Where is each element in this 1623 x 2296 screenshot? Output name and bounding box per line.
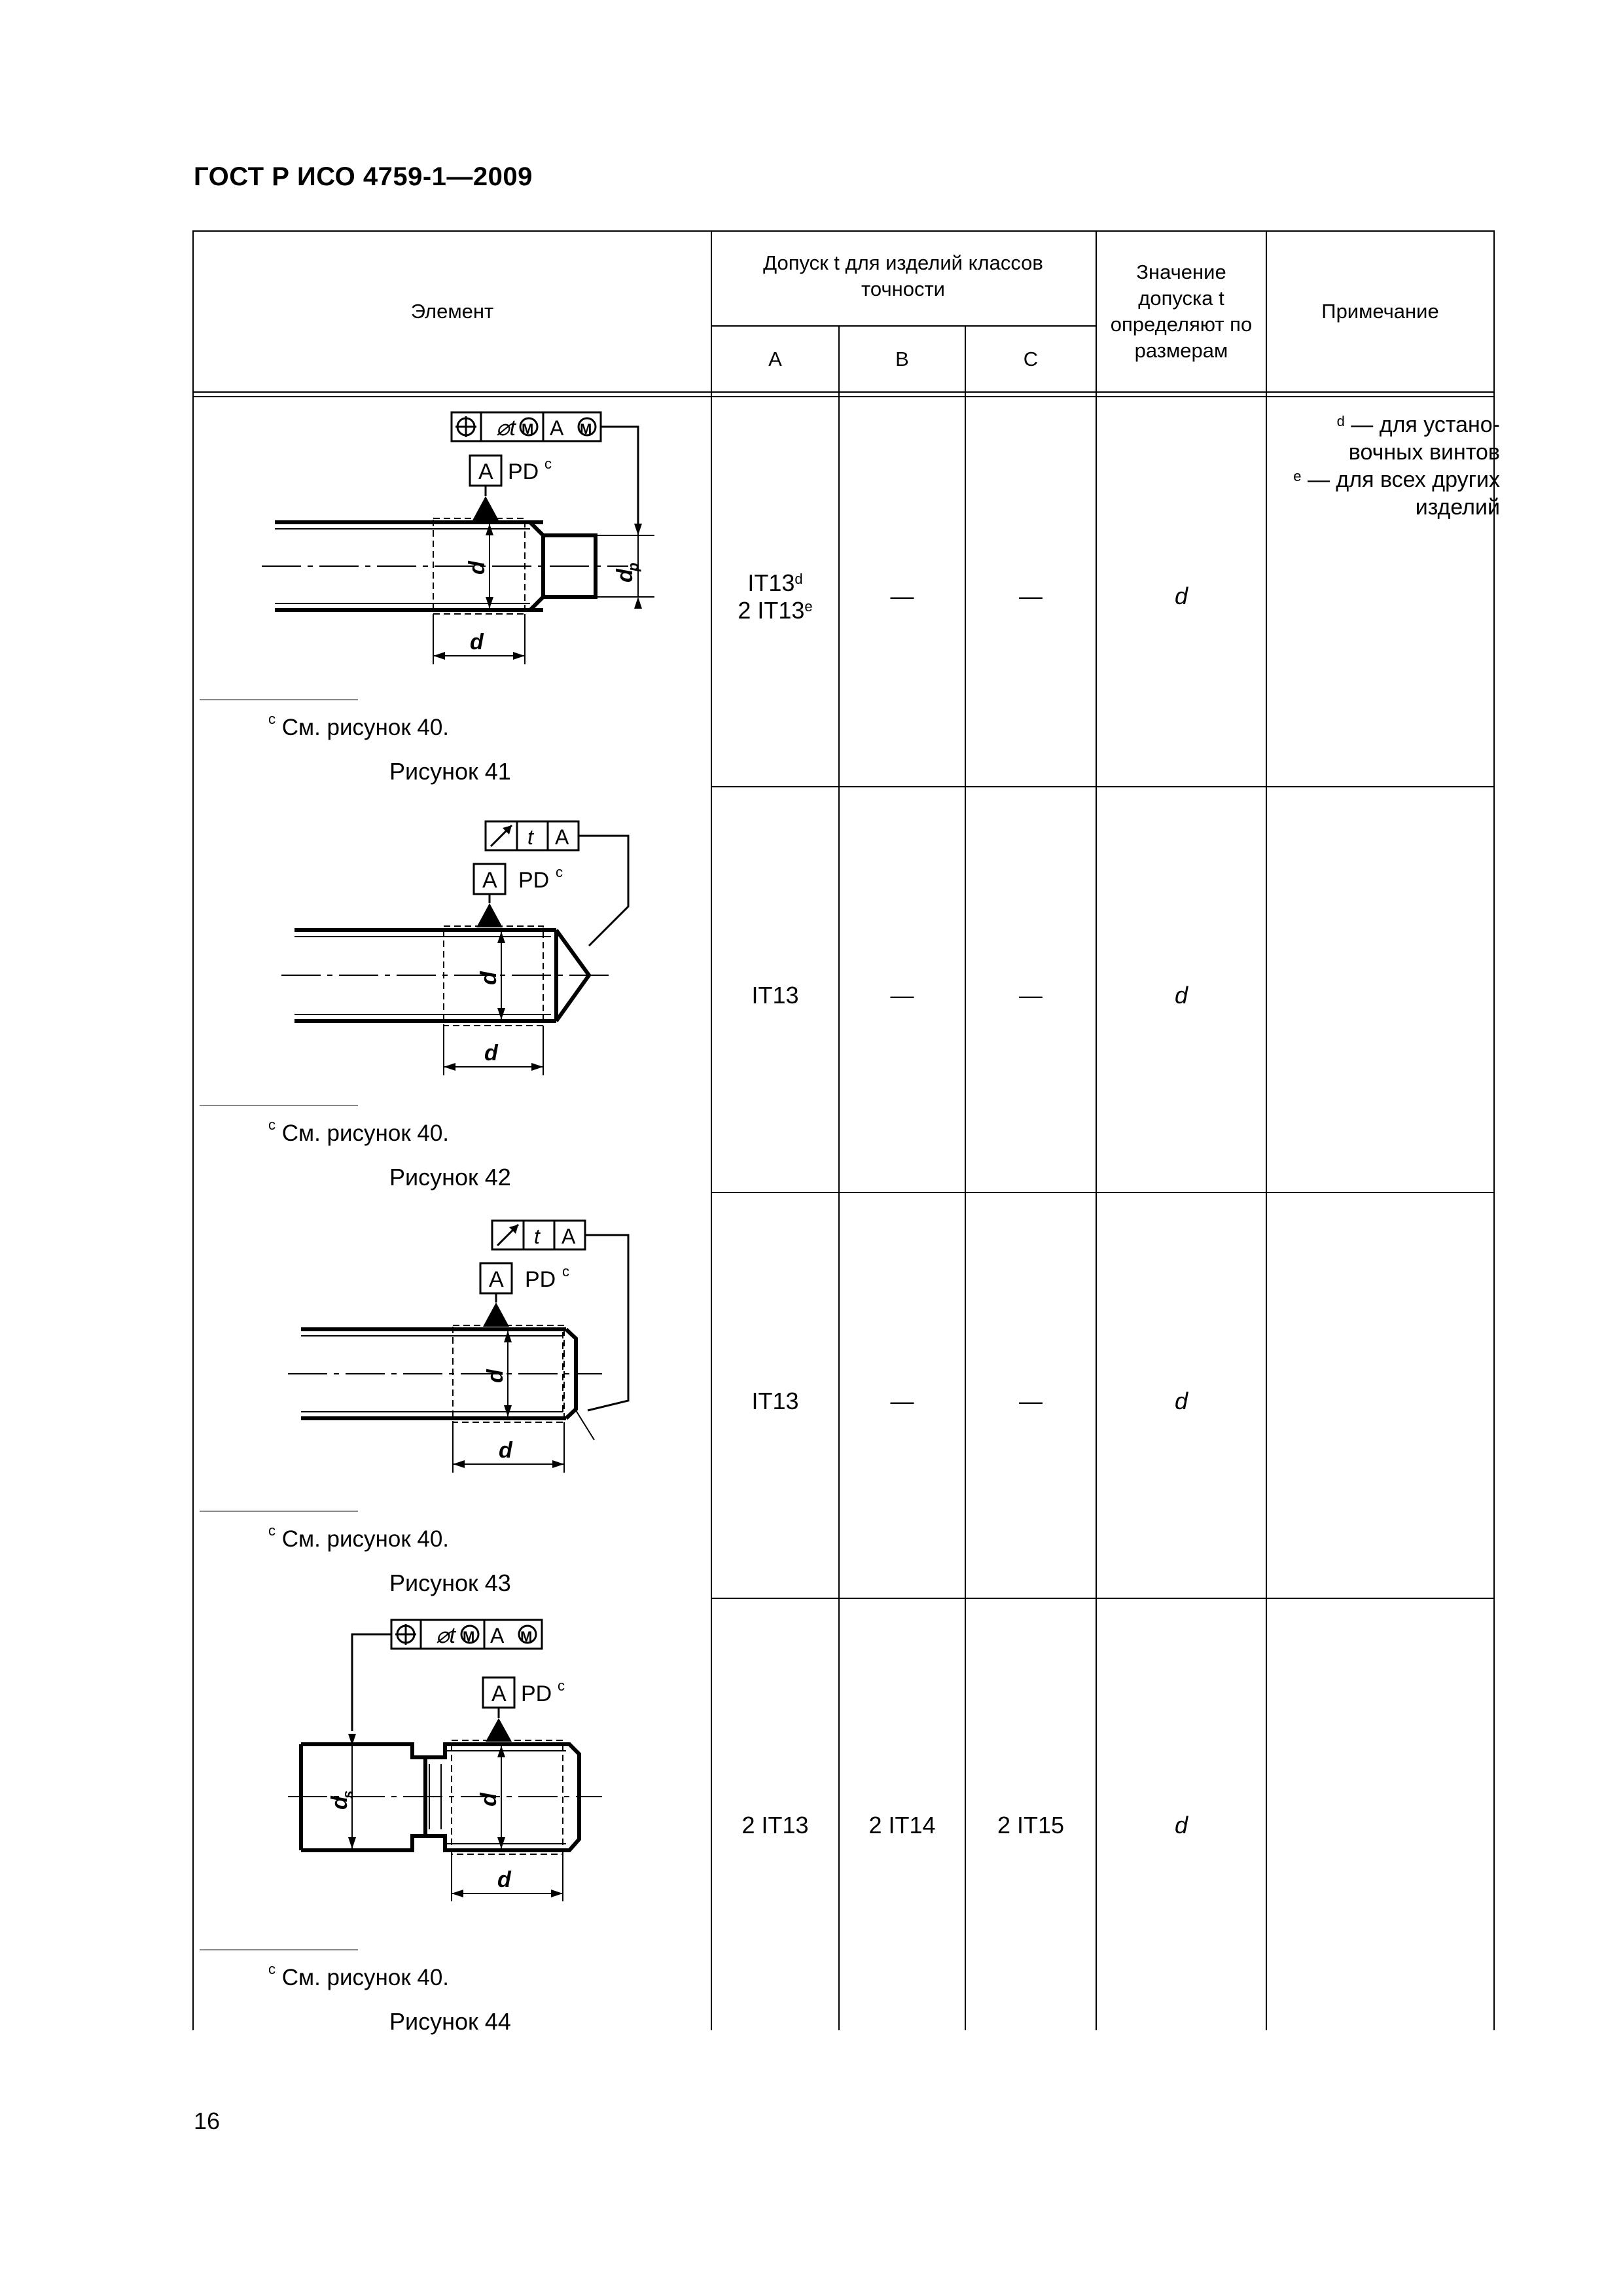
page-number: 16 [194, 2108, 221, 2134]
footnote-row-4: $^c$ См. рисунок 40. [268, 1961, 450, 1990]
figure-caption-41: Рисунок 41 [389, 758, 511, 785]
footnote-separator [200, 699, 358, 700]
row3-class-c: — [1019, 1388, 1043, 1414]
svg-text:M: M [580, 421, 592, 437]
header-element: Элемент [410, 300, 494, 323]
row4-class-c: 2 IT15 [997, 1812, 1065, 1839]
svg-text:d: d [484, 1041, 498, 1066]
figure-44-datum-label: A [491, 1681, 507, 1706]
figure-43-datum-label: A [489, 1267, 504, 1292]
row3-class-a: IT13 [751, 1388, 799, 1414]
row4-value: d [1174, 1812, 1188, 1839]
footnote-separator [200, 1949, 358, 1950]
header-class-a: A [768, 347, 782, 370]
row4-class-a: 2 IT13 [741, 1812, 809, 1839]
svg-text:c: c [556, 864, 563, 880]
footnote-separator [200, 1511, 358, 1512]
svg-text:M: M [463, 1628, 475, 1645]
row1-value: d [1174, 583, 1188, 609]
figure-42-drawing [281, 815, 681, 1090]
figure-41-pd-label: PD [508, 459, 539, 484]
row1-class-a: IT13$^d$ 2 IT13e [738, 569, 813, 624]
figure-42-pd-label: PD [518, 868, 550, 893]
header-class-c: C [1023, 347, 1039, 370]
figure-42-frame-tolerance: t [527, 825, 533, 849]
svg-text:s: s [340, 1790, 356, 1799]
row2-class-b: — [890, 982, 914, 1009]
svg-text:c: c [558, 1677, 565, 1694]
svg-text:d: d [327, 1796, 352, 1810]
footnote-row-1: $^c$ См. рисунок 40. [268, 711, 450, 740]
svg-text:d: d [497, 1867, 511, 1892]
svg-text:d: d [483, 1369, 508, 1383]
svg-text:d: d [465, 561, 490, 575]
row2-class-a: IT13 [751, 982, 799, 1009]
figure-41-drawing [262, 406, 681, 681]
row3-class-b: — [890, 1388, 914, 1414]
figure-44-pd-label: PD [521, 1681, 552, 1706]
svg-text:M: M [522, 421, 534, 437]
header-class-b: B [895, 347, 909, 370]
svg-text:d: d [476, 1793, 501, 1806]
figure-43-frame-tolerance: t [534, 1225, 540, 1248]
row1-class-b: — [890, 583, 914, 609]
row4-class-b: 2 IT14 [868, 1812, 936, 1839]
header-note: Примечание [1321, 300, 1439, 323]
footnote-row-2: $^c$ См. рисунок 40. [268, 1117, 450, 1146]
svg-text:d: d [470, 630, 484, 655]
row2-value: d [1174, 982, 1188, 1009]
footnote-row-3: $^c$ См. рисунок 40. [268, 1522, 450, 1552]
header-value-t: Значение допуска t определяют по размерам [1110, 260, 1253, 362]
row2-class-c: — [1019, 982, 1043, 1009]
document-title: ГОСТ Р ИСО 4759-1—2009 [194, 162, 533, 191]
svg-text:A: A [490, 1624, 505, 1647]
figure-43-drawing [288, 1214, 681, 1489]
svg-text:d: d [476, 971, 501, 985]
figure-caption-43: Рисунок 43 [389, 1570, 511, 1596]
row1-class-c: — [1019, 583, 1043, 609]
header-tolerance-group: Допуск t для изделий классов точности [763, 251, 1043, 300]
figure-caption-44: Рисунок 44 [389, 2008, 511, 2035]
figure-41-frame-tolerance: ⌀t [496, 416, 516, 440]
svg-text:d: d [499, 1438, 512, 1463]
svg-text:d: d [613, 569, 637, 583]
row3-value: d [1174, 1388, 1188, 1414]
svg-text:p: p [625, 562, 641, 571]
footnote-separator [200, 1105, 358, 1106]
svg-text:A: A [555, 825, 569, 849]
svg-text:M: M [520, 1628, 533, 1645]
figure-41-datum-label: A [478, 459, 493, 484]
svg-text:A: A [562, 1225, 576, 1248]
figure-44-drawing [275, 1613, 681, 1914]
row1-note: $^d$ — для устано-вочных винтов $^e$ — для всех других изделий [1293, 412, 1500, 520]
svg-text:A: A [550, 416, 564, 440]
figure-43-pd-label: PD [525, 1267, 556, 1292]
figure-caption-42: Рисунок 42 [389, 1164, 511, 1191]
svg-text:c: c [544, 456, 552, 472]
figure-42-datum-label: A [482, 868, 497, 893]
figure-44-frame-tolerance: ⌀t [436, 1623, 455, 1648]
svg-text:c: c [562, 1263, 569, 1280]
